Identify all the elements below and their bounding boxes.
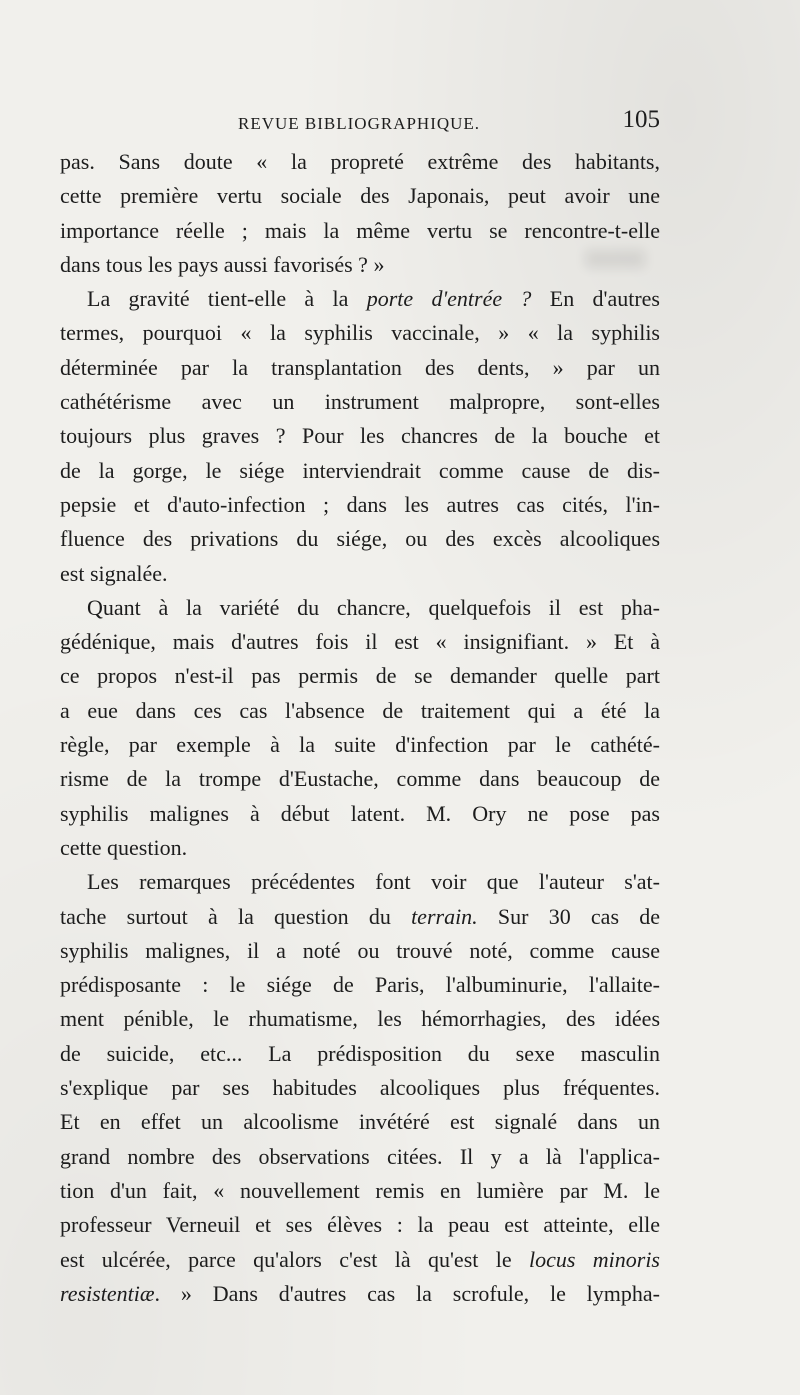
text-line: ce propos n'est-il pas permis de se demander quelle part (60, 663, 660, 689)
running-title: REVUE BIBLIOGRAPHIQUE. (238, 114, 481, 133)
text-line: ment pénible, le rhumatisme, les hémorrhagies, des idées (60, 1006, 660, 1032)
text-line: gédénique, mais d'autres fois il est « insignifiant. » Et à (60, 629, 660, 655)
text-line: Les remarques précédentes font voir que l'auteur s'at- (87, 869, 660, 895)
italic-phrase: porte d'entrée ? (366, 286, 532, 312)
text-line: grand nombre des observations citées. Il y a là l'applica- (60, 1143, 660, 1169)
text-line: de la gorge, le siége interviendrait comme cause de dis- (60, 457, 660, 483)
text-line: fluence des privations du siége, ou des excès alcooliques (60, 526, 660, 552)
italic-phrase: terrain. (411, 903, 478, 929)
text-line: déterminée par la transplantation des dents, » par un (60, 354, 660, 380)
text-line: syphilis malignes, il a noté ou trouvé noté, comme cause (60, 937, 660, 963)
italic-phrase: locus minoris (528, 1246, 660, 1272)
text-line: pepsie et d'auto-infection ; dans les autres cas cités, l'in- (60, 491, 660, 517)
page-number: 105 (622, 106, 660, 133)
italic-phrase: resistentiæ (60, 1280, 155, 1306)
text-line: termes, pourquoi « la syphilis vaccinale, » « la syphilis (60, 320, 660, 346)
text-line: de suicide, etc... La prédisposition du sexe masculin (60, 1040, 660, 1066)
text-line: cette première vertu sociale des Japonais, peut avoir une (60, 183, 660, 209)
text-segment: est ulcérée, parce qu'alors c'est là qu'est le (60, 1246, 529, 1272)
text-line: tion d'un fait, « nouvellement remis en lumière par M. le (60, 1177, 660, 1203)
body-text (60, 145, 660, 1311)
text-line: syphilis malignes à début latent. M. Ory ne pose pas (60, 800, 660, 826)
text-line: toujours plus graves ? Pour les chancres de la bouche et (60, 423, 660, 449)
text-line: cette question. (60, 834, 188, 860)
text-segment: Sur 30 cas de (477, 903, 660, 929)
text-line (60, 900, 660, 934)
text-segment: tache surtout à la question du (60, 903, 412, 929)
text-line: importance réelle ; mais la même vertu se rencontre-t-elle (60, 217, 660, 243)
text-line: cathétérisme avec un instrument malpropre, sont-elles (60, 389, 660, 415)
text-segment: La gravité tient-elle à la (87, 286, 367, 312)
text-line: risme de la trompe d'Eustache, comme dans beaucoup de (60, 766, 660, 792)
text-line: professeur Verneuil et ses élèves : la peau est atteinte, elle (60, 1212, 660, 1238)
text-line: pas. Sans doute « la propreté extrême des habitants, (60, 149, 660, 174)
text-line: Quant à la variété du chancre, quelquefois il est pha- (87, 594, 660, 620)
text-line: dans tous les pays aussi favorisés ? » (60, 251, 385, 277)
text-segment: . » Dans d'autres cas la scrofule, le lympha- (154, 1280, 660, 1306)
text-line: a eue dans ces cas l'absence de traitement qui a été la (60, 697, 660, 723)
text-line: est signalée. (60, 560, 168, 586)
text-line (60, 282, 660, 316)
text-line (60, 1277, 660, 1311)
text-line: prédisposante : le siége de Paris, l'albuminurie, l'allaite- (60, 972, 660, 998)
text-line (60, 1243, 660, 1277)
page-header (60, 106, 660, 146)
text-line: Et en effet un alcoolisme invétéré est signalé dans un (60, 1109, 660, 1135)
text-line: règle, par exemple à la suite d'infection par le cathété- (60, 732, 660, 758)
text-line: s'explique par ses habitudes alcooliques plus fréquentes. (60, 1075, 660, 1101)
text-segment: En d'autres (531, 286, 660, 312)
